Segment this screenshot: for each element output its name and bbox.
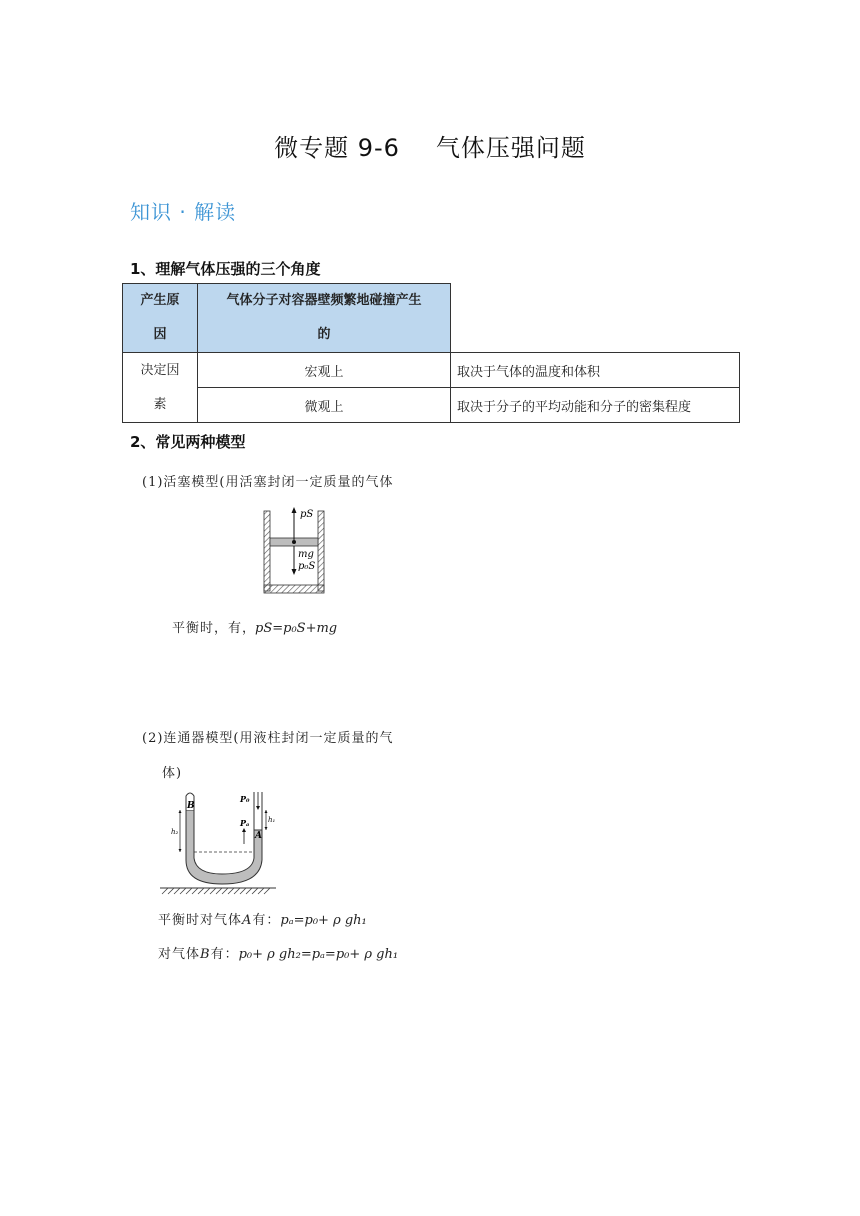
title-part1: 微专题 9-6 — [274, 134, 400, 162]
line-a-mid: 有： — [252, 913, 281, 928]
piston-model-caption: (1)活塞模型(用活塞封闭一定质量的气体 — [142, 475, 394, 490]
cell-text: 因 — [153, 327, 167, 342]
cylinder-bottom — [264, 585, 324, 593]
table-cell — [123, 353, 198, 423]
subheading-models: 2、常见两种模型 — [130, 433, 246, 451]
label-ps: pS — [300, 509, 314, 520]
label-p0: P₀ — [240, 794, 250, 804]
table-row — [123, 388, 740, 423]
cell-text: 气体分子对容器壁频繁地碰撞产生 — [226, 293, 422, 308]
arrow-up-icon — [242, 828, 246, 832]
table-cell: 宏观上 — [198, 353, 451, 388]
connector-model-caption-2: 体) — [162, 766, 183, 781]
table-cell — [198, 284, 451, 353]
label-h2: h₂ — [171, 828, 179, 836]
label-pa: Pₐ — [240, 818, 250, 828]
cell-text: 的 — [317, 327, 331, 342]
table-row — [123, 284, 740, 353]
table-cell: 取决于气体的温度和体积 — [451, 353, 740, 388]
line-b-mid: 有： — [210, 947, 239, 962]
balance-prefix: 平衡时，有 — [172, 621, 243, 636]
u-tube-liquid — [186, 810, 262, 884]
arrow-down-icon — [292, 569, 297, 575]
label-a: A — [255, 831, 262, 841]
piston-center-dot — [292, 540, 296, 544]
label-b: B — [187, 801, 195, 811]
page-title — [0, 128, 860, 163]
balance-formula: pS=p₀S+mg — [255, 621, 338, 636]
table-cell — [123, 284, 198, 353]
title-part2: 气体压强问题 — [435, 134, 586, 162]
line-b-var: B — [200, 947, 211, 962]
line-b-formula: p₀+ ρ gh₂=pₐ=p₀+ ρ gh₁ — [238, 947, 399, 962]
piston-figure — [256, 505, 336, 597]
u-tube-figure — [158, 788, 280, 898]
empty-cell — [451, 284, 740, 353]
connector-model-caption-1: (2)连通器模型(用液柱封闭一定质量的气 — [142, 731, 394, 746]
label-p0s: p₀S — [298, 561, 316, 572]
pressure-table — [122, 283, 740, 423]
section-heading: 知识 · 解读 — [130, 200, 237, 224]
label-h1: h₁ — [268, 816, 276, 824]
cylinder-wall-right — [318, 511, 324, 591]
table-cell: 微观上 — [198, 388, 451, 423]
line-a-var: A — [242, 913, 253, 928]
cell-text: 产生原 — [140, 293, 180, 308]
piston-balance: 平衡时，有，pS=p₀S+mg — [172, 621, 338, 636]
line-b-prefix: 对气体 — [158, 947, 201, 962]
arrow-up-icon — [292, 507, 297, 513]
cell-text: 素 — [153, 396, 167, 412]
table-row — [123, 353, 740, 388]
cell-text: 决定因 — [140, 362, 180, 378]
arrow-down-icon — [256, 806, 260, 810]
line-a-formula: pₐ=p₀+ ρ gh₁ — [280, 913, 367, 928]
connector-balance-a — [158, 909, 367, 928]
cylinder-wall-left — [264, 511, 270, 591]
subheading-angles: 1、理解气体压强的三个角度 — [130, 260, 321, 278]
connector-balance-b — [158, 943, 398, 962]
label-mg: mg — [298, 549, 314, 560]
line-a-prefix: 平衡时对气体 — [158, 913, 243, 928]
table-cell: 取决于分子的平均动能和分子的密集程度 — [451, 388, 740, 423]
